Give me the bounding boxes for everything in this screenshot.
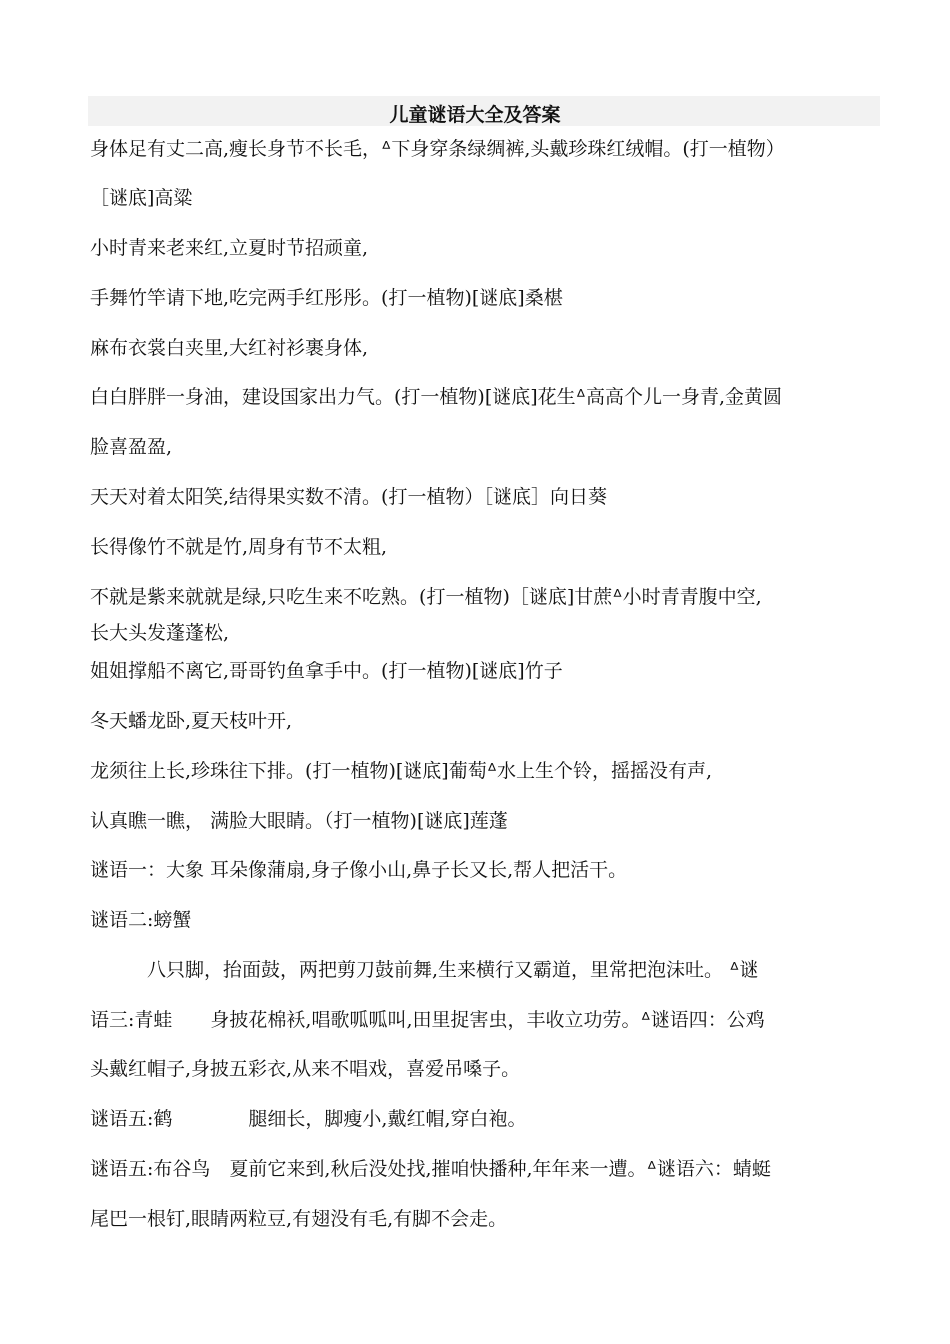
text-line: 白白胖胖一身油，建设国家出力气。(打一植物)[谜底]花生ᐞ高高个儿一身青,金黄圆 (90, 386, 783, 408)
text-line: 手舞竹竿请下地,吃完两手红彤彤。(打一植物)[谜底]桑椹 (90, 287, 563, 309)
text-line: 谜语二:螃蟹 (90, 909, 192, 931)
text-line: 冬天蟠龙卧,夏天枝叶开, (90, 710, 293, 732)
text-line: 麻布衣裳白夹里,大红衬衫裹身体, (90, 337, 369, 359)
text-line: 语三:青蛙 身披花棉袄,唱歌呱呱叫,田里捉害虫，丰收立功劳。ᐞ谜语四：公鸡 (90, 1009, 765, 1031)
text-line: 尾巴一根钉,眼睛两粒豆,有翅没有毛,有脚不会走。 (90, 1208, 508, 1230)
text-line: 八只脚，抬面鼓，两把剪刀鼓前舞,生来横行又霸道，里常把泡沫吐。 ᐞ谜 (90, 959, 759, 981)
text-line: 谜语五:布谷鸟 夏前它来到,秋后没处找,摧咱快播种,年年来一遭。ᐞ谜语六：蜻蜓 (90, 1158, 771, 1180)
text-line: 姐姐撑船不离它,哥哥钓鱼拿手中。(打一植物)[谜底]竹子 (90, 660, 563, 682)
text-line: 认真瞧一瞧， 满脸大眼睛。（打一植物)[谜底]莲蓬 (90, 810, 508, 832)
text-line: 小时青来老来红,立夏时节招顽童, (90, 237, 369, 259)
text-line: 天天对着太阳笑,结得果实数不清。(打一植物）［谜底］向日葵 (90, 486, 607, 508)
text-line: 长得像竹不就是竹,周身有节不太粗, (90, 536, 388, 558)
text-line: ［谜底]高粱 (90, 187, 193, 209)
text-line: 谜语一：大象 耳朵像蒲扇,身子像小山,鼻子长又长,帮人把活干。 (90, 859, 628, 881)
text-line: 龙须往上长,珍珠往下排。(打一植物)[谜底]葡萄ᐞ水上生个铃，摇摇没有声, (90, 760, 713, 782)
text-line: 长大头发蓬蓬松, (90, 622, 230, 644)
text-line: 脸喜盈盈, (90, 436, 173, 458)
text-line: 身体足有丈二高,瘦长身节不长毛，ᐞ下身穿条绿绸裤,头戴珍珠红绒帽。(打一植物） (90, 138, 785, 160)
text-line: 头戴红帽子,身披五彩衣,从来不唱戏，喜爱吊嗓子。 (90, 1058, 521, 1080)
text-line: 谜语五:鹤 腿细长，脚瘦小,戴红帽,穿白袍。 (90, 1108, 527, 1130)
text-line: 不就是紫来就就是绿,只吃生来不吃熟。(打一植物)［谜底]甘蔗ᐞ小时青青腹中空, (90, 586, 762, 608)
page-title: 儿童谜语大全及答案 (389, 104, 561, 126)
